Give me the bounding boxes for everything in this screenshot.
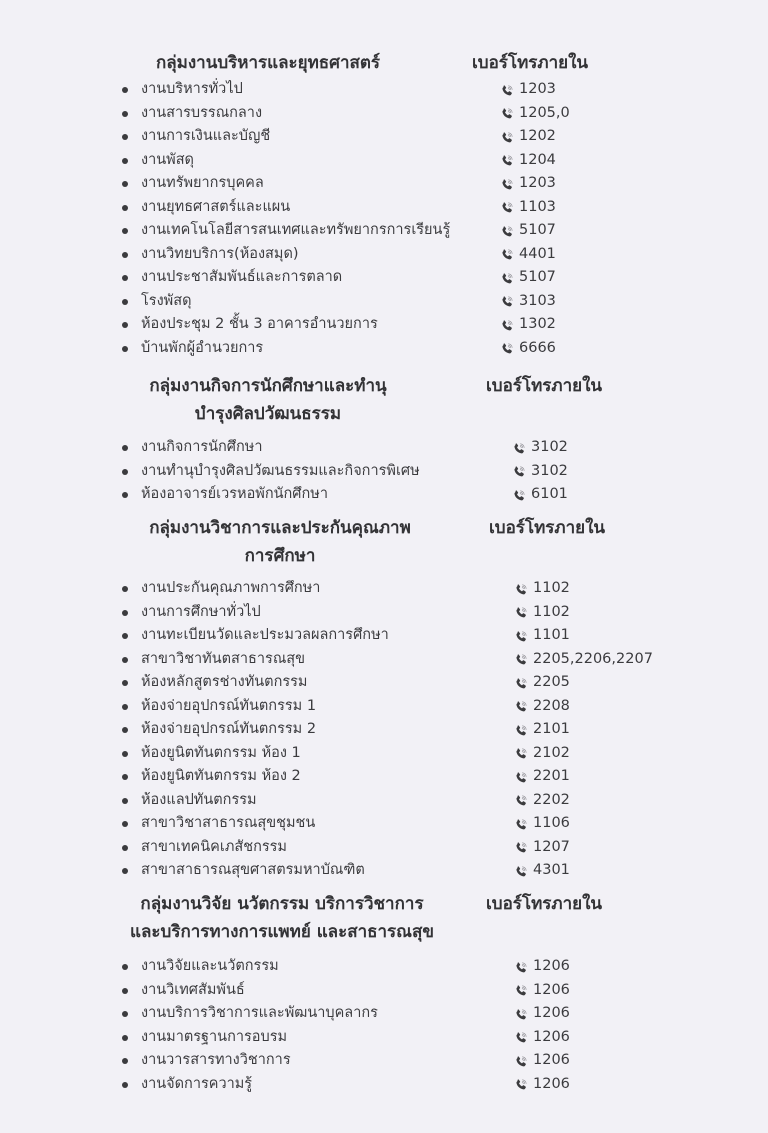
department-name: ห้องยูนิตทันตกรรม ห้อง 1 <box>141 744 301 761</box>
extension-number: 1205,0 <box>519 104 570 121</box>
phone-icon <box>514 864 528 878</box>
bullet-icon <box>122 988 128 994</box>
bullet-icon <box>122 610 128 616</box>
phone-extension <box>514 765 570 789</box>
bullet-icon <box>122 586 128 592</box>
bullet-icon <box>122 346 128 352</box>
list-item <box>0 483 768 507</box>
list-item <box>0 149 768 173</box>
phone-icon <box>514 1030 528 1044</box>
list-item <box>0 648 768 672</box>
bullet-icon <box>122 657 128 663</box>
phone-icon <box>500 271 514 285</box>
phone-icon <box>512 464 526 478</box>
department-name: งานเทคโนโลยีสารสนเทศและทรัพยากรการเรียนรู้ <box>141 222 451 238</box>
extension-number: 1202 <box>519 128 556 144</box>
list-item <box>0 313 768 337</box>
phone-extension <box>514 624 570 648</box>
phone-extension <box>514 789 570 813</box>
department-list <box>0 436 768 507</box>
bullet-icon <box>122 445 128 451</box>
list-item <box>0 836 768 860</box>
phone-icon <box>514 817 528 831</box>
phone-extension <box>500 196 556 220</box>
department-name: สาขาเทคนิคเภสัชกรรม <box>141 838 287 855</box>
bullet-icon <box>122 87 128 93</box>
phone-extension <box>514 1002 570 1026</box>
department-name: งานการศึกษาทั่วไป <box>141 603 261 620</box>
list-item <box>0 812 768 836</box>
department-name: ห้องหลักสูตรช่างทันตกรรม <box>141 674 308 690</box>
department-name: งานกิจการนักศึกษา <box>141 439 263 455</box>
bullet-icon <box>122 228 128 234</box>
phone-icon <box>514 746 528 760</box>
list-item <box>0 624 768 648</box>
bullet-icon <box>122 275 128 281</box>
phone-extension <box>500 266 556 290</box>
bullet-icon <box>122 1011 128 1017</box>
phone-extension <box>500 337 556 361</box>
phone-extension <box>500 78 556 102</box>
phone-column-header: เบอร์โทรภายใน <box>486 376 603 396</box>
list-item <box>0 243 768 267</box>
department-name: งานสารบรรณกลาง <box>141 104 263 121</box>
list-item <box>0 718 768 742</box>
bullet-icon <box>122 868 128 874</box>
extension-number: 1203 <box>519 175 556 191</box>
list-item <box>0 460 768 484</box>
department-name: งานวิเทศสัมพันธ์ <box>141 981 245 998</box>
phone-icon <box>500 200 514 214</box>
phone-column-header: เบอร์โทรภายใน <box>472 53 589 73</box>
phone-icon <box>514 605 528 619</box>
extension-number: 2205 <box>533 674 570 690</box>
phone-icon <box>514 582 528 596</box>
phone-icon <box>514 1007 528 1021</box>
phone-icon <box>500 247 514 261</box>
bullet-icon <box>122 964 128 970</box>
phone-icon <box>514 699 528 713</box>
bullet-icon <box>122 680 128 686</box>
phone-icon <box>500 294 514 308</box>
bullet-icon <box>122 727 128 733</box>
list-item <box>0 125 768 149</box>
phone-extension <box>514 836 570 860</box>
list-item <box>0 577 768 601</box>
phone-icon <box>514 723 528 737</box>
phone-icon <box>514 840 528 854</box>
department-name: สาขาวิชาสาธารณสุขชุมชน <box>141 815 316 831</box>
phone-icon <box>512 488 526 502</box>
extension-number: 1106 <box>533 815 570 831</box>
phone-extension <box>514 1073 570 1097</box>
bullet-icon <box>122 111 128 117</box>
list-item <box>0 765 768 789</box>
extension-number: 1206 <box>533 1028 570 1045</box>
list-item <box>0 742 768 766</box>
bullet-icon <box>122 181 128 187</box>
bullet-icon <box>122 322 128 328</box>
department-name: ห้องจ่ายอุปกรณ์ทันตกรรม 2 <box>141 721 317 737</box>
extension-number: 5107 <box>519 269 556 285</box>
department-name: งานการเงินและบัญชี <box>141 128 271 144</box>
extension-number: 2102 <box>533 744 570 761</box>
bullet-icon <box>122 704 128 710</box>
section-title: กลุ่มงานวิชาการและประกันคุณภาพ การศึกษา <box>149 518 411 566</box>
department-name: งานวิจัยและนวัตกรรม <box>141 958 279 974</box>
phone-extension <box>500 125 556 149</box>
list-item <box>0 436 768 460</box>
list-item <box>0 979 768 1003</box>
phone-extension <box>514 1049 570 1073</box>
bullet-icon <box>122 798 128 804</box>
list-item <box>0 78 768 102</box>
phone-icon <box>514 960 528 974</box>
department-name: งานทะเบียนวัดและประมวลผลการศึกษา <box>141 627 389 643</box>
list-item <box>0 266 768 290</box>
department-name: งานทำนุบำรุงศิลปวัฒนธรรมและกิจการพิเศษ <box>141 462 420 479</box>
phone-extension <box>514 648 653 672</box>
phone-icon <box>500 106 514 120</box>
extension-number: 1103 <box>519 198 556 215</box>
extension-number: 1206 <box>533 1005 570 1021</box>
extension-number: 1203 <box>519 81 556 97</box>
list-item <box>0 601 768 625</box>
phone-icon <box>500 130 514 144</box>
extension-number: 1206 <box>533 1052 570 1068</box>
department-name: ห้องจ่ายอุปกรณ์ทันตกรรม 1 <box>141 697 317 714</box>
extension-number: 1206 <box>533 1075 570 1092</box>
bullet-icon <box>122 633 128 639</box>
phone-extension <box>514 859 570 883</box>
phone-icon <box>500 177 514 191</box>
department-name: งานมาตรฐานการอบรม <box>141 1028 288 1045</box>
department-name: งานจัดการความรู้ <box>141 1075 253 1092</box>
department-name: สาขาวิชาทันตสาธารณสุข <box>141 650 306 667</box>
list-item <box>0 859 768 883</box>
phone-extension <box>500 313 556 337</box>
list-item <box>0 1026 768 1050</box>
list-item <box>0 290 768 314</box>
department-name: งานวิทยบริการ(ห้องสมุด) <box>141 245 299 262</box>
department-name: ห้องประชุม 2 ชั้น 3 อาคารอำนวยการ <box>141 316 378 332</box>
phone-extension <box>514 577 570 601</box>
list-item <box>0 1049 768 1073</box>
list-item <box>0 1002 768 1026</box>
bullet-icon <box>122 205 128 211</box>
phone-extension <box>500 290 556 314</box>
phone-extension <box>512 460 568 484</box>
bullet-icon <box>122 774 128 780</box>
extension-number: 1102 <box>533 603 570 620</box>
department-name: ห้องยูนิตทันตกรรม ห้อง 2 <box>141 768 301 784</box>
department-name: งานทรัพยากรบุคคล <box>141 175 264 191</box>
department-name: งานประชาสัมพันธ์และการตลาด <box>141 269 343 285</box>
extension-number: 1302 <box>519 316 556 332</box>
phone-extension <box>500 149 556 173</box>
extension-number: 2201 <box>533 768 570 784</box>
list-item <box>0 196 768 220</box>
list-item <box>0 219 768 243</box>
phone-icon <box>500 153 514 167</box>
extension-number: 4401 <box>519 245 556 262</box>
department-name: โรงพัสดุ <box>141 292 192 309</box>
department-list <box>0 955 768 1096</box>
phone-icon <box>500 83 514 97</box>
list-item <box>0 172 768 196</box>
extension-number: 1101 <box>533 627 570 643</box>
phone-extension <box>514 742 570 766</box>
phone-extension <box>514 1026 570 1050</box>
list-item <box>0 695 768 719</box>
phone-column-header: เบอร์โทรภายใน <box>486 894 603 914</box>
extension-number: 3103 <box>519 292 556 309</box>
phone-extension <box>514 671 570 695</box>
phone-icon <box>514 1054 528 1068</box>
phone-extension <box>514 979 570 1003</box>
department-name: งานบริหารทั่วไป <box>141 81 243 97</box>
phone-icon <box>514 793 528 807</box>
bullet-icon <box>122 821 128 827</box>
list-item <box>0 102 768 126</box>
extension-number: 2101 <box>533 721 570 737</box>
department-list <box>0 577 768 883</box>
phone-icon <box>514 983 528 997</box>
department-name: งานบริการวิชาการและพัฒนาบุคลากร <box>141 1005 378 1021</box>
list-item <box>0 1073 768 1097</box>
extension-number: 1102 <box>533 580 570 596</box>
bullet-icon <box>122 134 128 140</box>
department-name: งานยุทธศาสตร์และแผน <box>141 198 291 215</box>
department-name: งานประกันคุณภาพการศึกษา <box>141 580 321 596</box>
bullet-icon <box>122 158 128 164</box>
phone-icon <box>514 770 528 784</box>
extension-number: 1207 <box>533 838 570 855</box>
extension-number: 4301 <box>533 862 570 878</box>
extension-number: 5107 <box>519 222 556 238</box>
section-title: กลุ่มงานวิจัย นวัตกรรม บริการวิชาการ และบริการทางการแพทย์ และสาธารณสุข <box>130 894 434 942</box>
phone-icon <box>500 318 514 332</box>
phone-extension <box>514 601 570 625</box>
phone-icon <box>500 224 514 238</box>
department-name: งานพัสดุ <box>141 151 194 168</box>
phone-icon <box>512 441 526 455</box>
phone-icon <box>500 341 514 355</box>
extension-number: 2208 <box>533 697 570 714</box>
bullet-icon <box>122 1058 128 1064</box>
phone-extension <box>514 812 570 836</box>
section-title: กลุ่มงานกิจการนักศึกษาและทำนุ บำรุงศิลปวัฒนธรรม <box>149 376 387 424</box>
phone-icon <box>514 652 528 666</box>
department-list <box>0 78 768 360</box>
extension-number: 2202 <box>533 791 570 808</box>
extension-number: 3102 <box>531 439 568 455</box>
bullet-icon <box>122 1082 128 1088</box>
phone-extension <box>500 102 570 126</box>
department-name: ห้องแลปทันตกรรม <box>141 791 257 808</box>
bullet-icon <box>122 1035 128 1041</box>
extension-number: 1206 <box>533 981 570 998</box>
department-name: ห้องอาจารย์เวรหอพักนักศึกษา <box>141 486 328 502</box>
phone-icon <box>514 676 528 690</box>
bullet-icon <box>122 252 128 258</box>
list-item <box>0 671 768 695</box>
bullet-icon <box>122 469 128 475</box>
extension-number: 6101 <box>531 486 568 502</box>
phone-extension <box>500 219 556 243</box>
department-name: สาขาสาธารณสุขศาสตรมหาบัณฑิต <box>141 862 365 878</box>
phone-icon <box>514 629 528 643</box>
extension-number: 3102 <box>531 462 568 479</box>
phone-extension <box>514 695 570 719</box>
extension-number: 1206 <box>533 958 570 974</box>
section-title: กลุ่มงานบริหารและยุทธศาสตร์ <box>155 53 381 73</box>
phone-extension <box>500 172 556 196</box>
phone-extension <box>512 483 568 507</box>
department-name: งานวารสารทางวิชาการ <box>141 1052 291 1068</box>
bullet-icon <box>122 751 128 757</box>
extension-number: 6666 <box>519 339 556 356</box>
phone-column-header: เบอร์โทรภายใน <box>489 518 606 538</box>
list-item <box>0 955 768 979</box>
bullet-icon <box>122 492 128 498</box>
list-item <box>0 337 768 361</box>
bullet-icon <box>122 299 128 305</box>
extension-number: 1204 <box>519 151 556 168</box>
phone-extension <box>514 955 570 979</box>
phone-extension <box>500 243 556 267</box>
phone-icon <box>514 1077 528 1091</box>
phone-extension <box>512 436 568 460</box>
department-name: บ้านพักผู้อำนวยการ <box>141 339 264 356</box>
list-item <box>0 789 768 813</box>
bullet-icon <box>122 845 128 851</box>
extension-number: 2205,2206,2207 <box>533 650 653 667</box>
phone-extension <box>514 718 570 742</box>
